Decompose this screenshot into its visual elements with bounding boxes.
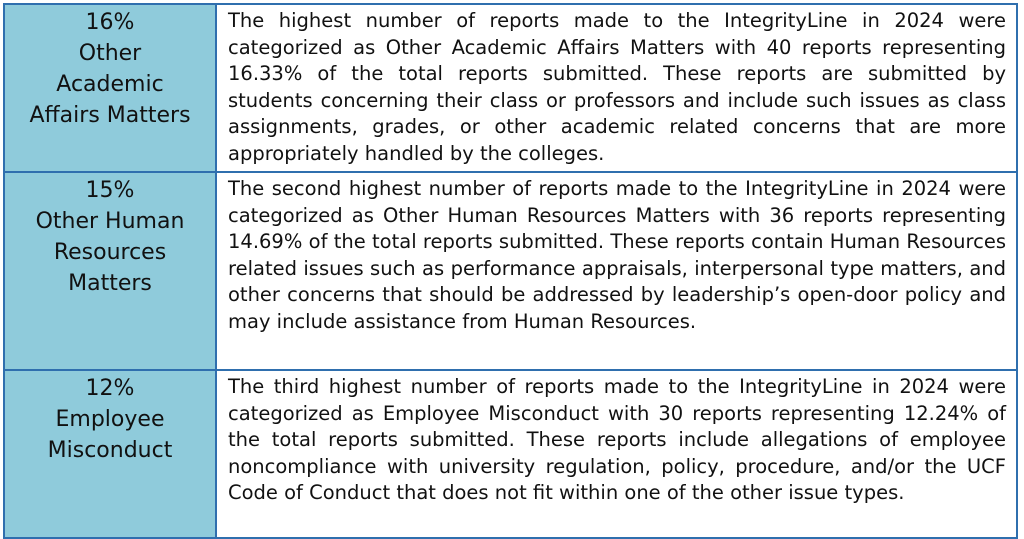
report-summary-table xyxy=(3,3,1018,539)
category-label-line: Matters xyxy=(68,271,152,296)
description-cell: The second highest number of reports made to the IntegrityLine in 2024 were categorized as Other Human Resources Matters with 36 reports representing 14.69% of the total reports submitted. These reports contain Human Resources related issues such as performance appraisals, interpersonal type matters, and other concerns that should be addressed by leadership’s open-door policy and may include assistance from Human Resources. xyxy=(216,172,1017,370)
category-label-line: Other Human xyxy=(35,209,185,234)
category-label-line: Employee xyxy=(55,407,165,432)
table-row xyxy=(4,370,1017,538)
table-row xyxy=(4,4,1017,172)
category-cell xyxy=(4,172,216,370)
category-label-line: Misconduct xyxy=(47,438,173,463)
description-cell: The third highest number of reports made to the IntegrityLine in 2024 were categorized as Employee Misconduct with 30 reports representing 12.24% of the total reports submitted. These reports include allegations of employee noncompliance with university regulation, policy, procedure, and/or the UCF Code of Conduct that does not fit within one of the other issue types. xyxy=(216,370,1017,538)
category-cell xyxy=(4,4,216,172)
category-percent: 12% xyxy=(85,376,135,401)
category-percent: 16% xyxy=(85,10,135,35)
category-percent: 15% xyxy=(85,178,135,203)
category-label-line: Resources xyxy=(53,240,167,265)
category-label-line: Other xyxy=(78,41,142,66)
description-cell: The highest number of reports made to the IntegrityLine in 2024 were categorized as Other Academic Affairs Matters with 40 reports representing 16.33% of the total reports submitted. These reports are submitted by students concerning their class or professors and include such issues as class assignments, grades, or other academic related concerns that are more appropriately handled by the colleges. xyxy=(216,4,1017,172)
category-label-line: Academic xyxy=(56,72,164,97)
category-label-line: Affairs Matters xyxy=(29,103,191,128)
category-cell xyxy=(4,370,216,538)
table-row xyxy=(4,172,1017,370)
